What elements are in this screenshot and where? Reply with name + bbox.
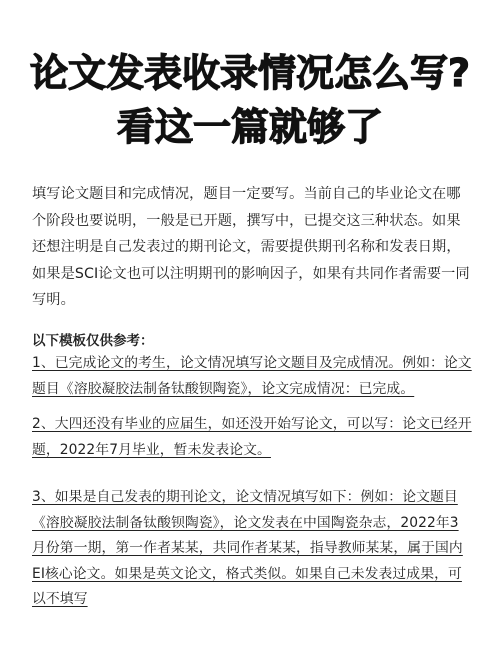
intro-paragraph: 填写论文题目和完成情况，题目一定要写。当前自己的毕业论文在哪个阶段也要说明，一般是已开题，撰写中，已提交这三种状态。如果还想注明是自己发表过的期刊论文，需要提供期刊名称和发表日期，如果是SCI论文也可以注明期刊的影响因子，如果有共同作者需要一同写明。 [32,186,470,308]
template-item-1: 1、已完成论文的考生，论文情况填写论文题目及完成情况。例如：论文题目《溶胶凝胶法制备钛酸钡陶瓷》，论文完成情况：已完成。 [32,355,472,397]
page-title-line-1: 论文发表收录情况怎么写? [29,51,471,95]
page-title-line-2: 看这一篇就够了 [116,105,383,149]
template-item-2: 2、大四还没有毕业的应届生，如还没开始写论文，可以写：论文已经开题，2022年7月毕业，暂未发表论文。 [32,416,472,458]
template-heading: 以下模板仅供参考： [32,333,154,349]
template-item-3: 3、如果是自己发表的期刊论文，论文情况填写如下：例如：论文题目《溶胶凝胶法制备钛酸钡陶瓷》，论文发表在中国陶瓷杂志，2022年3月份第一期，第一作者某某，共同作者某某，指导教师某某，属于国内EI核心论文。如果是英文论文，格式类似。如果自己未发表过成果，可以不填写 [32,489,463,607]
